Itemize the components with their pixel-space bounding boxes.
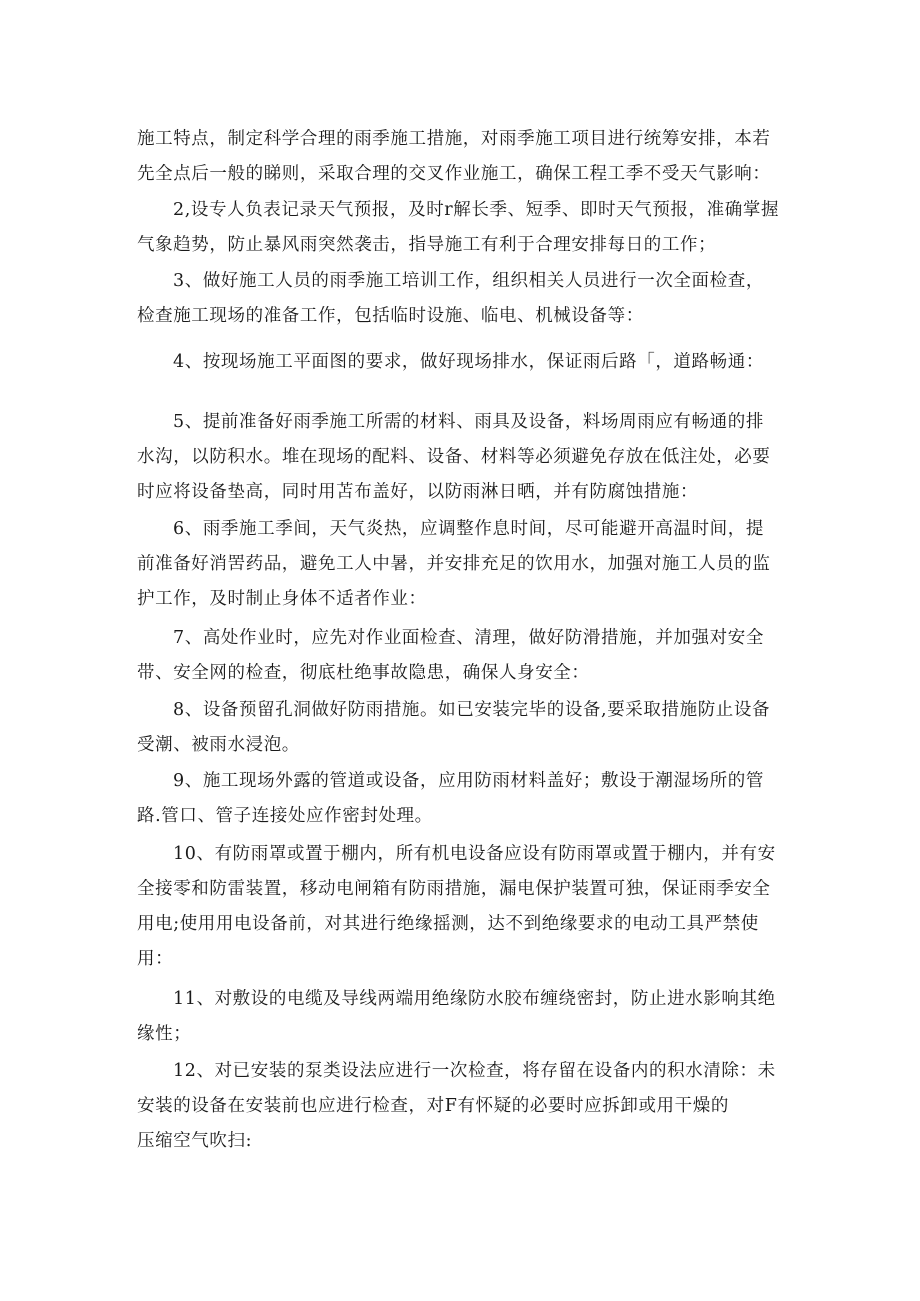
text-line: 3、做好施工人员的雨季施工培训工作，组织相关人员进行一次全面检查，: [173, 271, 764, 291]
text-line: 先全点后一般的睇则，采取合理的交叉作业施工，确保工程工季不受天气影响：: [137, 164, 771, 184]
text-line: 6、雨季施工季间，天气炎热，应调整作息时间，尽可能避开高温时间，提: [173, 519, 764, 539]
paragraph-item-4: [137, 345, 787, 380]
text-line: 路.管口、管子连接处应作密封处理。: [137, 806, 433, 826]
paragraph-item-3: [137, 264, 787, 334]
text-line: 检查施工现场的准备工作，包括临时设施、临电、机械设备等：: [137, 306, 644, 326]
text-line: 9、施工现场外露的管道或设备，应用防雨材料盖好；敷设于潮湿场所的管: [173, 771, 764, 791]
text-line: 8、设备预留孔洞做好防雨措施。如已安装完毕的设备,要采取措施防止设备: [173, 700, 771, 720]
text-line: 4、按现场施工平面图的要求，做好现场排水，保证雨后路「，道路畅通：: [173, 352, 764, 372]
paragraph-item-12: [137, 1054, 787, 1159]
text-line: 10、有防雨罩或置于棚内，所有机电设备应设有防雨罩或置于棚内，并有安: [173, 844, 776, 864]
paragraph-continuation: [137, 122, 787, 192]
text-line: 水沟，以防积水。堆在现场的配料、设备、材料等必须避免存放在低注处，必要: [137, 447, 771, 467]
paragraph-item-5: [137, 405, 787, 510]
text-line: 带、安全网的检查，彻底杜绝事故隐患，确保人身安全：: [137, 663, 590, 683]
text-line: 安装的设备在安装前也应进行检查，对F有怀疑的必要时应拆卸或用干燥的: [137, 1096, 729, 1116]
paragraph-item-8: [137, 693, 787, 763]
text-line: 用：: [137, 949, 174, 969]
text-line: 用电;使用用电设备前，对其进行绝缘摇测，达不到绝缘要求的电动工具严禁使: [137, 914, 759, 934]
text-line: 时应将设备垫高，同时用苫布盖好，以防雨淋日晒，并有防腐蚀措施：: [137, 482, 699, 502]
text-line: 12、对已安装的泵类设法应进行一次检查，将存留在设备内的积水清除：未: [173, 1061, 776, 1081]
text-line: 5、提前准备好雨季施工所需的材料、雨具及设备，料场周雨应有畅通的排: [173, 412, 764, 432]
text-line: 11、对敷设的电缆及导线两端用绝缘防水胶布缠绕密封，防止进水影响其绝: [173, 989, 776, 1009]
text-line: 全接零和防雷装置，移动电闸箱有防雨措施，漏电保护装置可独，保证雨季安全: [137, 879, 771, 899]
paragraph-item-10: [137, 837, 787, 977]
paragraph-item-2: [137, 193, 787, 263]
text-line: 7、高处作业时，应先对作业面检查、清理，做好防滑措施，并加强对安全: [173, 628, 764, 648]
paragraph-item-7: [137, 621, 787, 691]
text-line: 压缩空气吹扫:: [137, 1131, 253, 1151]
paragraph-item-11: [137, 982, 787, 1052]
text-line: 受潮、被雨水浸泡。: [137, 735, 300, 755]
text-line: 缘性；: [137, 1024, 192, 1044]
text-line: 前准备好消罟药品，避免工人中暑，并安排充足的饮用水，加强对施工人员的监: [137, 554, 771, 574]
paragraph-item-6: [137, 512, 787, 617]
text-line: 2,设专人负表记录天气预报，及时r解长季、短季、即时天气预报，准确掌握: [173, 200, 780, 220]
paragraph-item-9: [137, 764, 787, 834]
text-line: 护工作，及时制止身体不适者作业：: [137, 589, 427, 609]
text-line: 气象趋势，防止暴风雨突然袭击，指导施工有利于合理安排每日的工作；: [137, 235, 717, 255]
text-line: 施工特点，制定科学合理的雨季施工措施，对雨季施工项目进行统筹安排，本若: [137, 129, 771, 149]
